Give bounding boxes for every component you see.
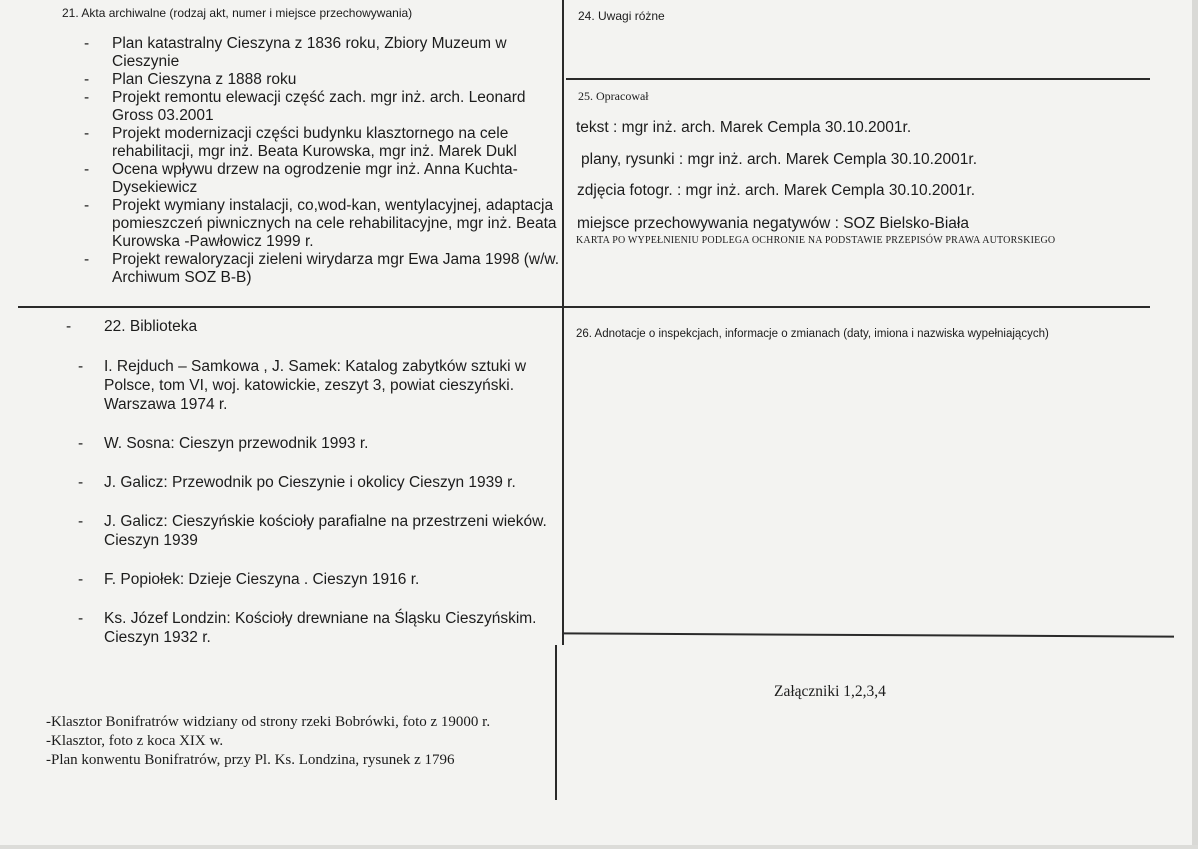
prepared-text-line: tekst : mgr inż. arch. Marek Cempla 30.10.2001r.: [576, 119, 912, 136]
attachment-line: -Plan konwentu Bonifratrów, przy Pl. Ks. Londzina, rysunek z 1796: [46, 752, 455, 768]
list-item: - F. Popiołek: Dzieje Cieszyna . Cieszyn 1916 r.: [78, 571, 420, 588]
section-25-title: 25. Opracował: [578, 89, 649, 103]
section-24-title: 24. Uwagi różne: [578, 9, 665, 23]
attachment-line: -Klasztor, foto z koca XIX w.: [46, 733, 224, 749]
list-item: - Ks. Józef Londzin: Kościoły drewniane na Śląsku Cieszyńskim. Cieszyn 1932 r.: [78, 610, 537, 646]
page-edge-right: [1192, 0, 1198, 849]
section-21-title: 21. Akta archiwalne (rodzaj akt, numer i miejsce przechowywania): [62, 6, 413, 20]
section-divider-26-attachments: [562, 632, 1174, 637]
section-divider-21-22: [18, 306, 1150, 308]
list-item: - Plan Cieszyna z 1888 roku: [84, 71, 297, 88]
prepared-drawings-line: plany, rysunki : mgr inż. arch. Marek Cempla 30.10.2001r.: [581, 151, 977, 168]
list-item: - J. Galicz: Cieszyńskie kościoły parafialne na przestrzeni wieków. Cieszyn 1939: [78, 513, 547, 549]
section-26-title: 26. Adnotacje o inspekcjach, informacje o zmianach (daty, imiona i nazwiska wypełniających): [576, 328, 1049, 340]
list-item: - Ocena wpływu drzew na ogrodzenie mgr inż. Anna Kuchta-Dysekiewicz: [84, 161, 518, 196]
prepared-photos-line: zdjęcia fotogr. : mgr inż. arch. Marek Cempla 30.10.2001r.: [577, 182, 976, 199]
attachment-line: -Klasztor Bonifratrów widziany od strony rzeki Bobrówki, foto z 19000 r.: [46, 714, 491, 730]
attachments-label: Załączniki 1,2,3,4: [774, 683, 886, 700]
list-item: - W. Sosna: Cieszyn przewodnik 1993 r.: [78, 435, 369, 452]
list-item: - Projekt wymiany instalacji, co,wod-kan, wentylacyjnej, adaptacja pomieszczeń piwnicznych na cele rehabilitacyjne, mgr inż. Beata Kurowska -Pawłowicz 1999 r.: [84, 197, 557, 250]
copyright-note: KARTA PO WYPEŁNIENIU PODLEGA OCHRONIE NA PODSTAWIE PRZEPISÓW PRAWA AUTORSKIEGO: [576, 235, 1056, 246]
page-edge-bottom: [0, 845, 1198, 849]
list-item: - Projekt remontu elewacji część zach. mgr inż. arch. Leonard Gross 03.2001: [84, 89, 526, 124]
section-22-title: 22. Biblioteka: [104, 318, 198, 335]
list-item: - Projekt rewaloryzacji zieleni wirydarza mgr Ewa Jama 1998 (w/w. Archiwum SOZ B-B): [84, 251, 560, 286]
list-item: - I. Rejduch – Samkowa , J. Samek: Katalog zabytków sztuki w Polsce, tom VI, woj. katowickie, zeszyt 3, powiat cieszyński. Warszawa 1974 r.: [78, 358, 527, 413]
section-22-list: [78, 357, 558, 667]
section-divider-24-25: [566, 78, 1150, 80]
negatives-storage-line: miejsce przechowywania negatywów : SOZ Bielsko-Biała: [577, 215, 969, 232]
list-item: - J. Galicz: Przewodnik po Cieszynie i okolicy Cieszyn 1939 r.: [78, 474, 516, 491]
section-21-list: [84, 35, 564, 287]
list-item: - Projekt modernizacji części budynku klasztornego na cele rehabilitacji, mgr inż. Beata Kurowska, mgr inż. Marek Dukl: [84, 125, 517, 160]
column-divider-lower: [555, 645, 557, 800]
section-22-dash: -: [66, 318, 72, 335]
list-item: - Plan katastralny Cieszyna z 1836 roku, Zbiory Muzeum w Cieszynie: [84, 35, 507, 70]
